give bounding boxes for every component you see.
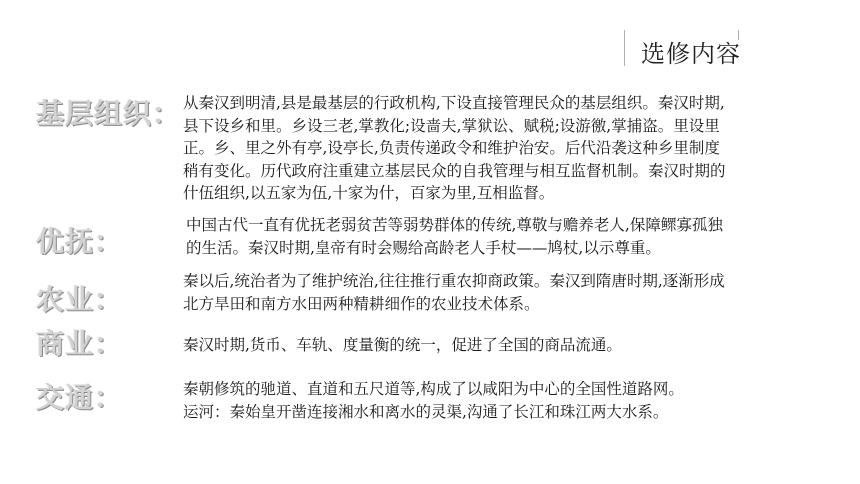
section-label-grassroots: 基层组织： [36, 97, 182, 130]
body-line: 县下设乡和里。乡设三老,掌教化;设啬夫,掌狱讼、赋税;设游徼,掌捕盗。里设里 [183, 116, 720, 135]
body-line: 从秦汉到明清,县是最基层的行政机构,下设直接管理民众的基层组织。秦汉时期, [183, 94, 725, 112]
section-label-welfare: 优抚： [36, 225, 124, 258]
body-line: 秦以后,统治者为了维护统治,往往推行重农抑商政策。秦汉到隋唐时期,逐渐形成 [183, 272, 725, 290]
page-title: 选修内容 [641, 40, 741, 68]
section-body-commerce [183, 334, 622, 357]
body-line: 北方旱田和南方水田两种精耕细作的农业技术体系。 [183, 294, 540, 313]
body-line: 中国古代一直有优抚老弱贫苦等弱势群体的传统,尊敬与赡养老人,保障鳏寡孤独 [186, 216, 723, 234]
section-body-grassroots [183, 92, 726, 205]
section-label-commerce: 商业： [36, 327, 124, 360]
body-line: 的生活。秦汉时期,皇帝有时会赐给高龄老人手杖——鸠杖,以示尊重。 [186, 238, 661, 257]
section-body-welfare [186, 214, 723, 259]
section-body-agriculture [183, 270, 725, 315]
body-line: 正。乡、里之外有亭,设亭长,负责传递政令和维护治安。后代沿袭这种乡里制度 [183, 139, 720, 157]
header-divider [624, 30, 625, 66]
section-body-transport [183, 378, 684, 423]
body-line: 秦汉时期,货币、车轨、度量衡的统一，促进了全国的商品流通。 [183, 336, 622, 354]
section-label-agriculture: 农业： [36, 283, 124, 316]
section-label-transport: 交通： [36, 381, 124, 414]
body-line: 什伍组织,以五家为伍,十家为什，百家为里,互相监督。 [183, 184, 555, 202]
body-line: 稍有变化。历代政府注重建立基层民众的自我管理与相互监督机制。秦汉时期的 [183, 161, 726, 180]
body-line: 运河：秦始皇开凿连接湘水和离水的灵渠,沟通了长江和珠江两大水系。 [183, 402, 669, 421]
body-line: 秦朝修筑的驰道、直道和五尺道等,构成了以咸阳为中心的全国性道路网。 [183, 380, 684, 398]
